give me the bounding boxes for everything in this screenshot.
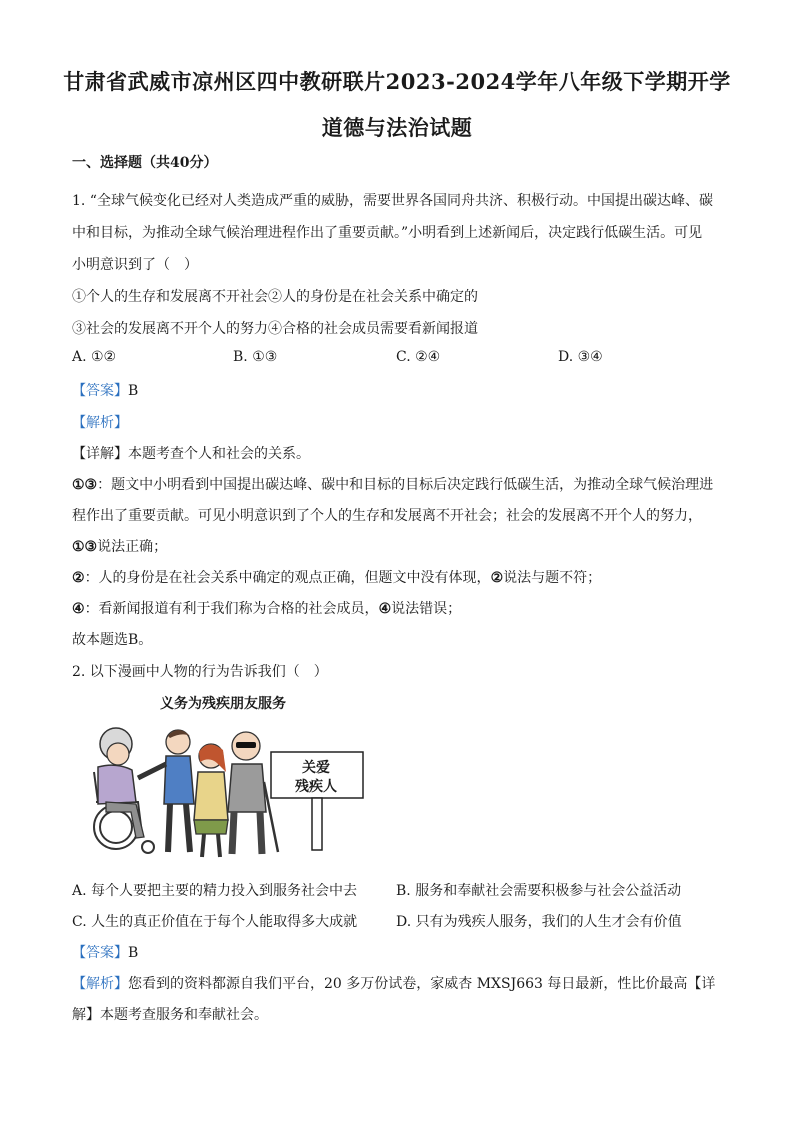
q2-stem: 2. 以下漫画中人物的行为告诉我们（ ） — [72, 664, 328, 680]
q1-option-b: B. ①③ — [233, 349, 278, 365]
explanation-marker: ①③ — [72, 477, 98, 493]
answer-tag: 【答案】 — [72, 945, 128, 961]
q1-explanation-line4 — [72, 567, 601, 587]
q1-item-line1: ①个人的生存和发展离不开社会②人的身份是在社会关系中确定的 — [72, 289, 478, 305]
answer-value: B — [128, 383, 139, 399]
q1-option-c: C. ②④ — [396, 349, 441, 365]
section-heading: 一、选择题（共40分） — [72, 155, 218, 171]
analysis-tag: 【解析】 — [72, 976, 128, 992]
sign-text-line1: 关爱 — [302, 760, 330, 776]
q1-analysis-tag: 【解析】 — [72, 415, 128, 431]
q1-stem-line1: 1. “全球气候变化已经对人类造成严重的威胁，需要世界各国同舟共济、积极行动。中国提出碳达峰、碳 — [72, 193, 713, 209]
q2-option-a: A. 每个人要把主要的精力投入到服务社会中去 — [72, 883, 358, 899]
explanation-marker: ④ — [72, 601, 85, 617]
q1-stem-line3: 小明意识到了（ ） — [72, 257, 198, 273]
document-title: 甘肃省武威市凉州区四中教研联片2023-2024学年八年级下学期开学 — [63, 69, 731, 94]
q1-item-line2: ③社会的发展离不开个人的努力④合格的社会成员需要看新闻报道 — [72, 321, 478, 337]
q2-analysis-line2: 解】本题考查服务和奉献社会。 — [72, 1007, 268, 1023]
q2-option-b: B. 服务和奉献社会需要积极参与社会公益活动 — [396, 883, 682, 899]
explanation-text: ：人的身份是在社会关系中确定的观点正确，但题文中没有体现， — [84, 570, 491, 586]
q1-explanation-line5 — [72, 598, 461, 618]
q1-option-d: D. ③④ — [558, 349, 603, 365]
explanation-text: ：题文中小明看到中国提出碳达峰、碳中和目标的目标后决定践行低碳生活，为推动全球气候治理进 — [97, 477, 714, 493]
explanation-marker: ④ — [378, 601, 392, 617]
explanation-text: ：看新闻报道有利于我们称为合格的社会成员， — [84, 601, 379, 617]
q1-explanation-line3 — [72, 536, 167, 556]
q2-analysis-line1 — [72, 973, 715, 993]
answer-tag: 【答案】 — [72, 383, 128, 399]
q1-explanation-line1 — [72, 474, 713, 494]
explanation-marker: ② — [490, 570, 504, 586]
q1-stem-line2: 中和目标，为推动全球气候治理进程作出了重要贡献。”小明看到上述新闻后，决定践行低碳生活。可见 — [72, 225, 703, 241]
analysis-text: 您看到的资料都源自我们平台，20 多万份试卷，家威杏 MXSJ663 每日最新，性比价最高【详 — [128, 976, 716, 992]
q1-conclusion: 故本题选B。 — [72, 632, 153, 648]
q1-answer — [72, 380, 138, 400]
q2-answer — [72, 942, 138, 962]
answer-value: B — [128, 945, 139, 961]
cartoon-caption: 义务为残疾朋友服务 — [160, 696, 286, 712]
q1-detail: 【详解】本题考查个人和社会的关系。 — [72, 446, 310, 462]
q2-option-c: C. 人生的真正价值在于每个人能取得多大成就 — [72, 914, 358, 930]
document-subtitle: 道德与法治试题 — [321, 115, 473, 140]
q1-explanation-line2: 程作出了重要贡献。可见小明意识到了个人的生存和发展离不开社会；社会的发展离不开个人的努力， — [72, 508, 702, 524]
explanation-text: 说法正确； — [97, 539, 168, 555]
explanation-marker: ② — [72, 570, 85, 586]
sign-post — [312, 798, 322, 850]
q2-option-d: D. 只有为残疾人服务，我们的人生才会有价值 — [396, 914, 682, 930]
explanation-text: 说法错误； — [391, 601, 462, 617]
q1-option-a: A. ①② — [72, 349, 117, 365]
explanation-text: 说法与题不符； — [503, 570, 602, 586]
explanation-marker: ①③ — [72, 539, 98, 555]
sign-text-line2: 残疾人 — [295, 779, 337, 795]
